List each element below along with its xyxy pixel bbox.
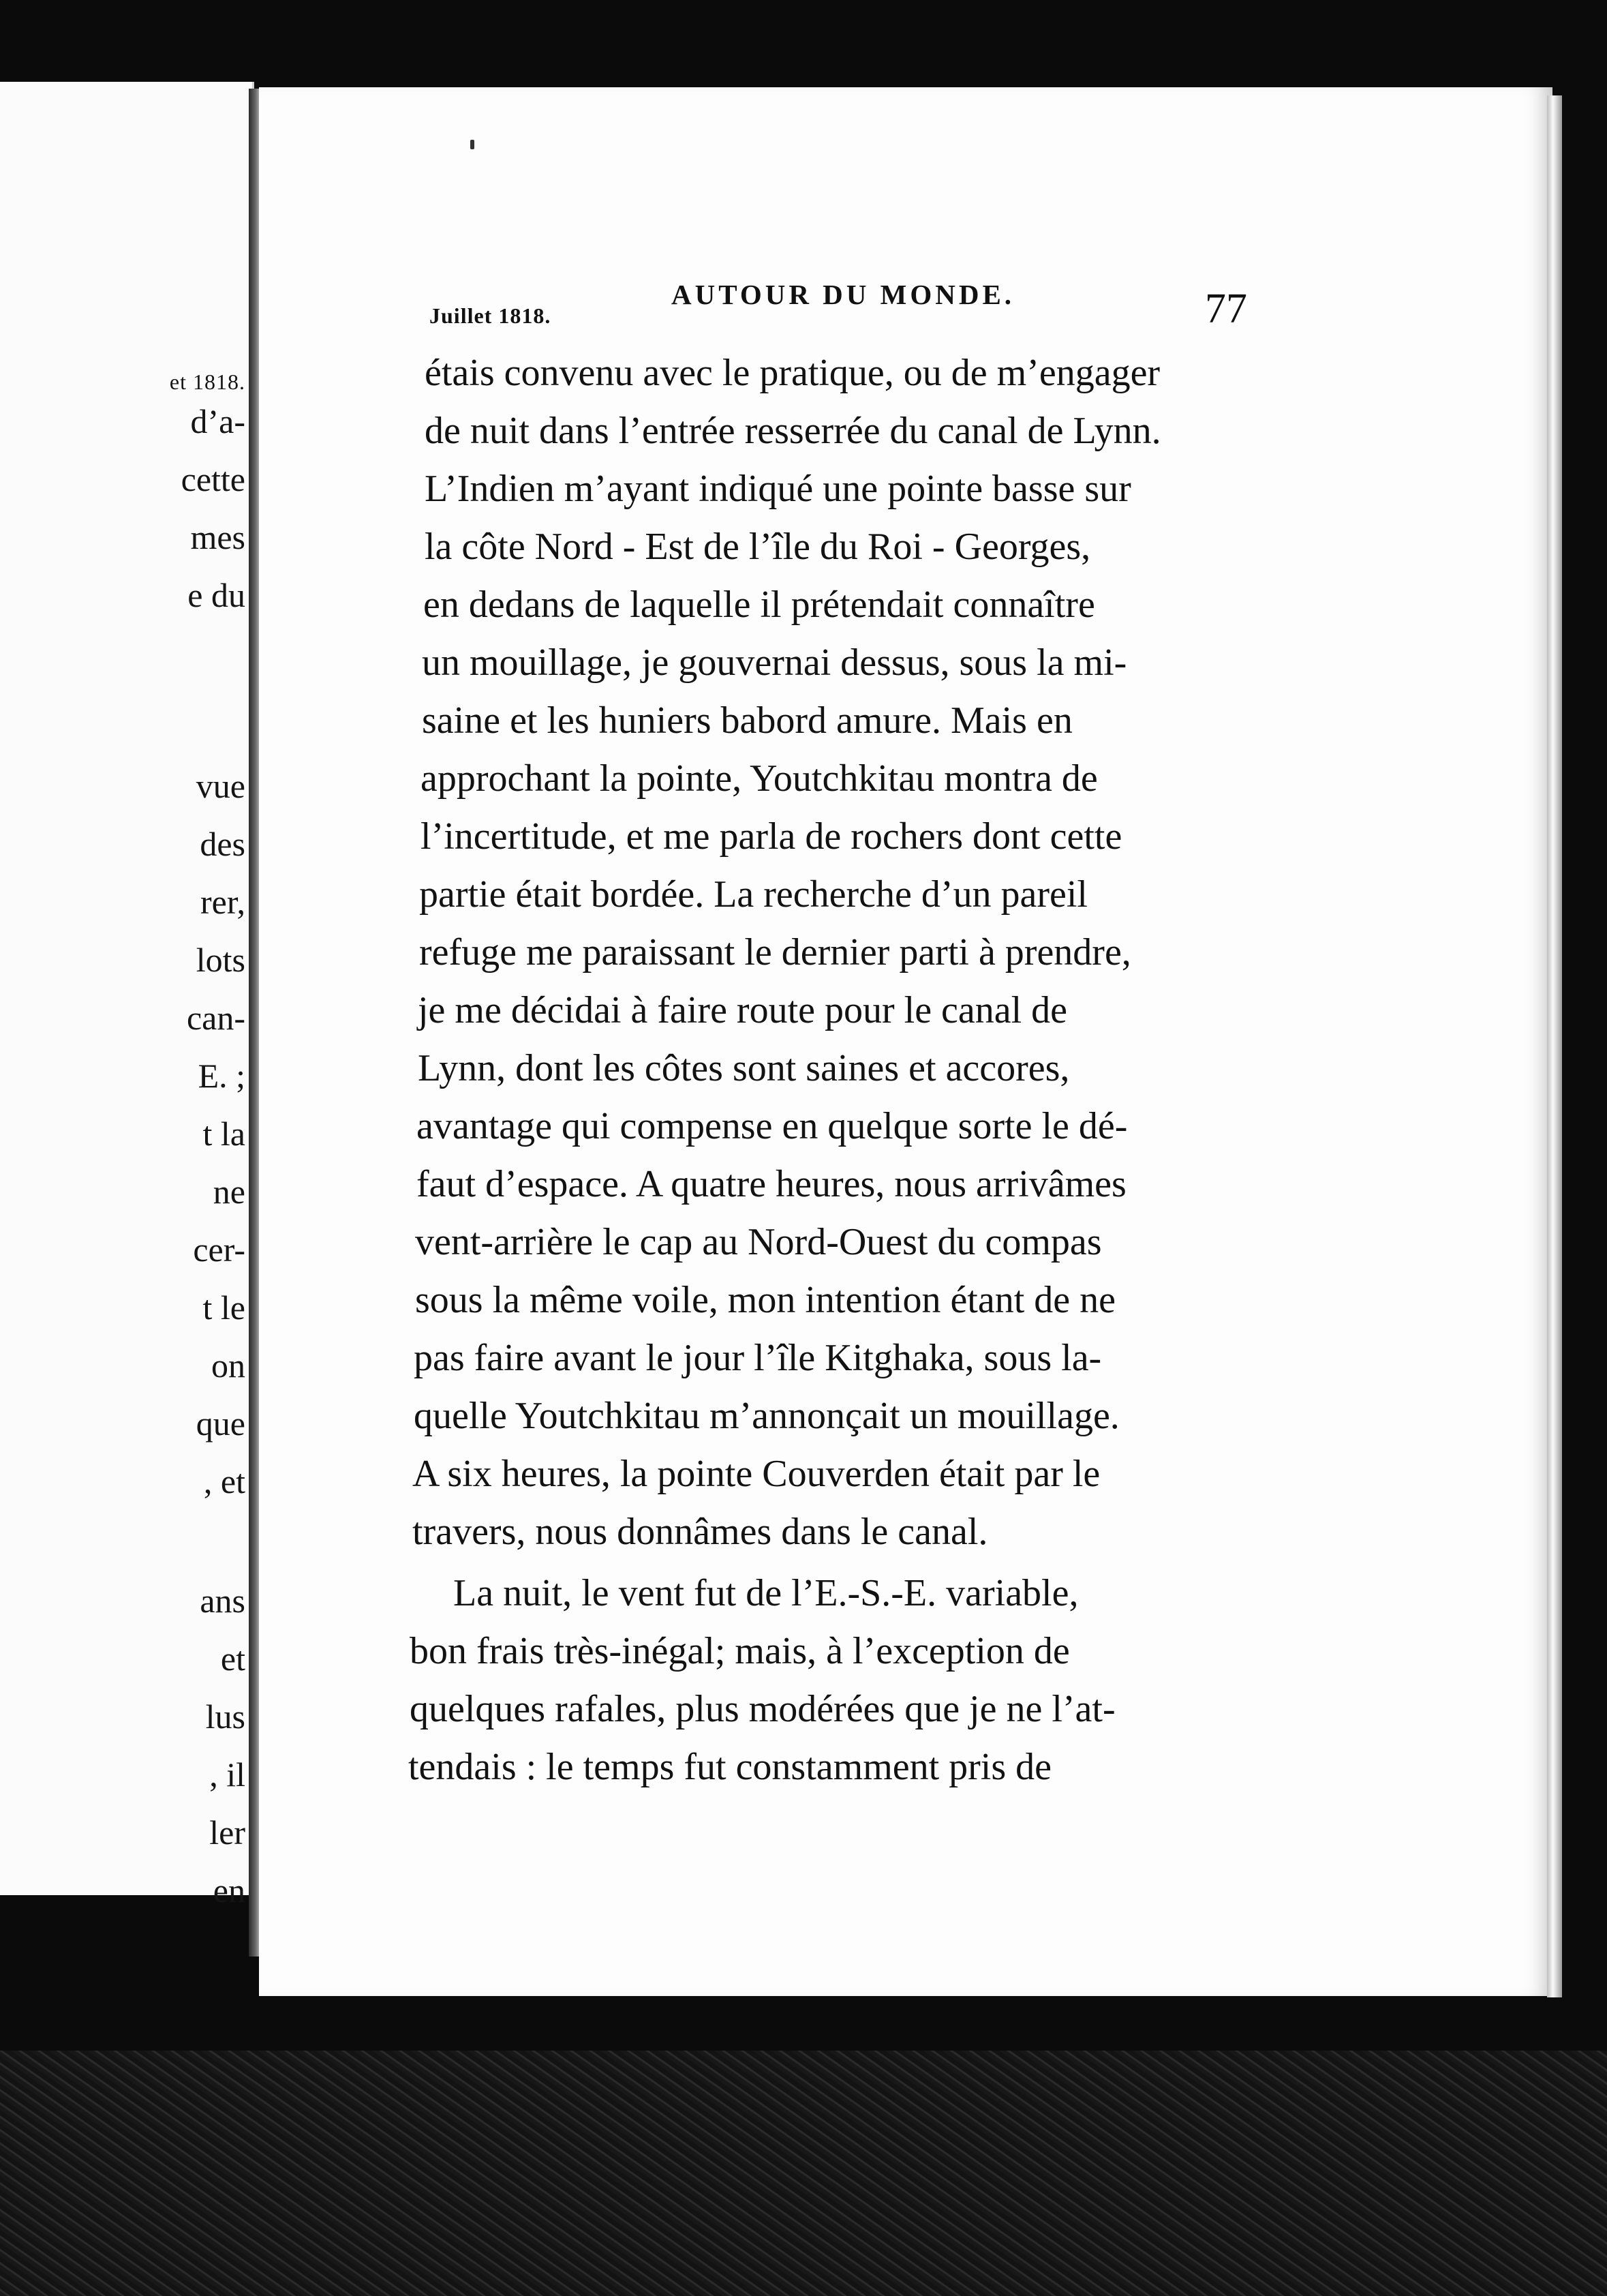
page-number: 77 xyxy=(1205,286,1247,332)
body-line: approchant la pointe, Youtchkitau montra de xyxy=(420,757,1098,800)
body-line: l’incertitude, et me parla de rochers dont cette xyxy=(420,815,1122,858)
left-line: , il xyxy=(209,1755,245,1794)
body-line: A six heures, la pointe Couverden était par le xyxy=(412,1453,1101,1495)
left-line: cette xyxy=(181,460,245,498)
left-line: lots xyxy=(196,941,245,979)
left-line: e du xyxy=(187,576,245,614)
left-line: on xyxy=(211,1346,245,1385)
page-edge xyxy=(1547,95,1562,1997)
body-line: sous la même voile, mon intention étant de ne xyxy=(415,1279,1116,1321)
body-line: bon frais très-inégal; mais, à l’exception de xyxy=(410,1630,1070,1672)
left-line: d’a- xyxy=(190,402,245,440)
left-line: et xyxy=(220,1640,245,1678)
left-side-date: et 1818. xyxy=(169,369,245,394)
body-line: de nuit dans l’entrée resserrée du canal de Lynn. xyxy=(425,410,1161,452)
left-line: E. ; xyxy=(198,1057,245,1095)
body-line: partie était bordée. La recherche d’un pareil xyxy=(419,873,1088,916)
body-line: La nuit, le vent fut de l’E.-S.-E. variable, xyxy=(453,1572,1079,1614)
body-line: tendais : le temps fut constamment pris de xyxy=(408,1746,1052,1788)
body-line: faut d’espace. A quatre heures, nous arrivâmes xyxy=(416,1163,1127,1205)
left-line: rer, xyxy=(200,883,245,921)
body-line: en dedans de laquelle il prétendait connaître xyxy=(423,584,1095,626)
body-line: vent-arrière le cap au Nord-Ouest du compas xyxy=(415,1221,1102,1263)
previous-page xyxy=(0,82,254,1909)
left-line: cer- xyxy=(193,1230,245,1269)
left-line: lus xyxy=(205,1697,245,1736)
left-line: vue xyxy=(196,767,245,805)
left-line: t la xyxy=(202,1115,245,1153)
left-line: can- xyxy=(186,999,245,1037)
left-line: en xyxy=(213,1871,245,1909)
body-line: Lynn, dont les côtes sont saines et accores, xyxy=(418,1047,1070,1089)
body-line: saine et les huniers babord amure. Mais en xyxy=(422,699,1073,742)
body-line: étais convenu avec le pratique, ou de m’engager xyxy=(425,352,1161,394)
left-line: mes xyxy=(190,518,245,556)
left-line: ler xyxy=(209,1813,245,1852)
left-line: t le xyxy=(202,1288,245,1327)
body-line: quelle Youtchkitau m’annonçait un mouillage. xyxy=(414,1395,1120,1437)
body-line: la côte Nord - Est de l’île du Roi - Georges, xyxy=(425,526,1091,568)
body-line: refuge me paraissant le dernier parti à prendre, xyxy=(419,931,1131,973)
left-line: ans xyxy=(200,1582,245,1620)
body-line: un mouillage, je gouvernai dessus, sous la mi- xyxy=(422,641,1127,684)
body-line: avantage qui compense en quelque sorte le dé- xyxy=(416,1105,1128,1147)
running-head: AUTOUR DU MONDE. xyxy=(671,279,1015,310)
body-line: L’Indien m’ayant indiqué une pointe basse sur xyxy=(425,468,1131,510)
body-line: travers, nous donnâmes dans le canal. xyxy=(412,1511,988,1553)
body-line: pas faire avant le jour l’île Kitghaka, sous la- xyxy=(414,1337,1102,1379)
left-line: des xyxy=(200,825,245,863)
side-note-date: Juillet 1818. xyxy=(429,303,551,328)
scanner-background xyxy=(0,2051,1607,2296)
body-line: je me décidai à faire route pour le canal de xyxy=(418,989,1068,1031)
body-line: quelques rafales, plus modérées que je ne l’at- xyxy=(410,1688,1116,1730)
left-line: ne xyxy=(213,1173,245,1211)
left-line: , et xyxy=(203,1462,245,1500)
left-line: que xyxy=(196,1404,245,1442)
ink-speck xyxy=(470,140,474,149)
